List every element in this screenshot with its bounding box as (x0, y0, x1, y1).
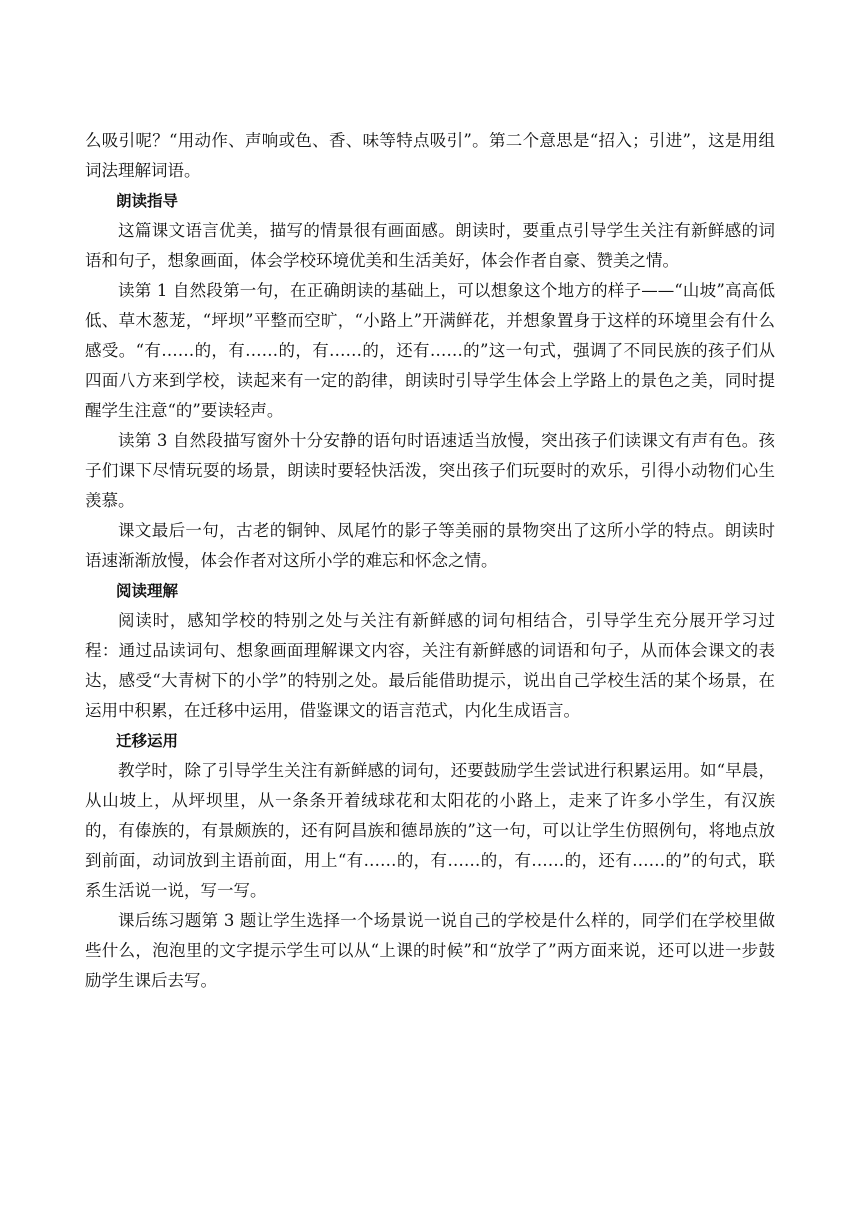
section-heading-transfer-application: 迁移运用 (116, 732, 179, 750)
paragraph: 课文最后一句，古老的铜钟、凤尾竹的影子等美丽的景物突出了这所小学的特点。朗读时语速渐渐放慢，体会作者对这所小学的难忘和怀念之情。 (85, 521, 775, 570)
paragraph: 课后练习题第 3 题让学生选择一个场景说一说自己的学校是什么样的，同学们在学校里做些什么，泡泡里的文字提示学生可以从“上课的时候”和“放学了”两方面来说，还可以进一步鼓励学生课后去写。 (85, 911, 775, 990)
paragraph-continued: 么吸引呢？“用动作、声响或色、香、味等特点吸引”。第二个意思是“招入；引进”，这是用组词法理解词语。 (85, 131, 775, 180)
paragraph: 教学时，除了引导学生关注有新鲜感的词句，还要鼓励学生尝试进行积累运用。如“早晨，从山坡上，从坪坝里，从一条条开着绒球花和太阳花的小路上，走来了许多小学生，有汉族的，有傣族的，有景颇族的，还有阿昌族和德昂族的”这一句，可以让学生仿照例句，将地点放到前面，动词放到主语前面，用上“有……的，有……的，有……的，还有……的”的句式，联系生活说一说，写一写。 (85, 761, 775, 900)
paragraph: 阅读时，感知学校的特别之处与关注有新鲜感的词句相结合，引导学生充分展开学习过程：通过品读词句、想象画面理解课文内容，关注有新鲜感的词语和句子，从而体会课文的表达，感受“大青树下的小学”的特别之处。最后能借助提示，说出自己学校生活的某个场景，在运用中积累，在迁移中运用，借鉴课文的语言范式，内化生成语言。 (85, 611, 775, 720)
section-heading-reading-comprehension: 阅读理解 (116, 582, 179, 600)
paragraph: 读第 1 自然段第一句，在正确朗读的基础上，可以想象这个地方的样子——“山坡”高高低低、草木葱茏，“坪坝”平整而空旷，“小路上”开满鲜花，并想象置身于这样的环境里会有什么感受。“有……的，有……的，有……的，还有……的”这一句式，强调了不同民族的孩子们从四面八方来到学校，读起来有一定的韵律，朗读时引导学生体会上学路上的景色之美，同时提醒学生注意“的”要读轻声。 (85, 281, 775, 420)
document-page (85, 126, 775, 996)
section-heading-reading-guidance: 朗读指导 (116, 192, 179, 210)
paragraph: 读第 3 自然段描写窗外十分安静的语句时语速适当放慢，突出孩子们读课文有声有色。孩子们课下尽情玩耍的场景，朗读时要轻快活泼，突出孩子们玩耍时的欢乐，引得小动物们心生羡慕。 (85, 431, 775, 510)
paragraph: 这篇课文语言优美，描写的情景很有画面感。朗读时，要重点引导学生关注有新鲜感的词语和句子，想象画面，体会学校环境优美和生活美好，体会作者自豪、赞美之情。 (85, 221, 775, 270)
